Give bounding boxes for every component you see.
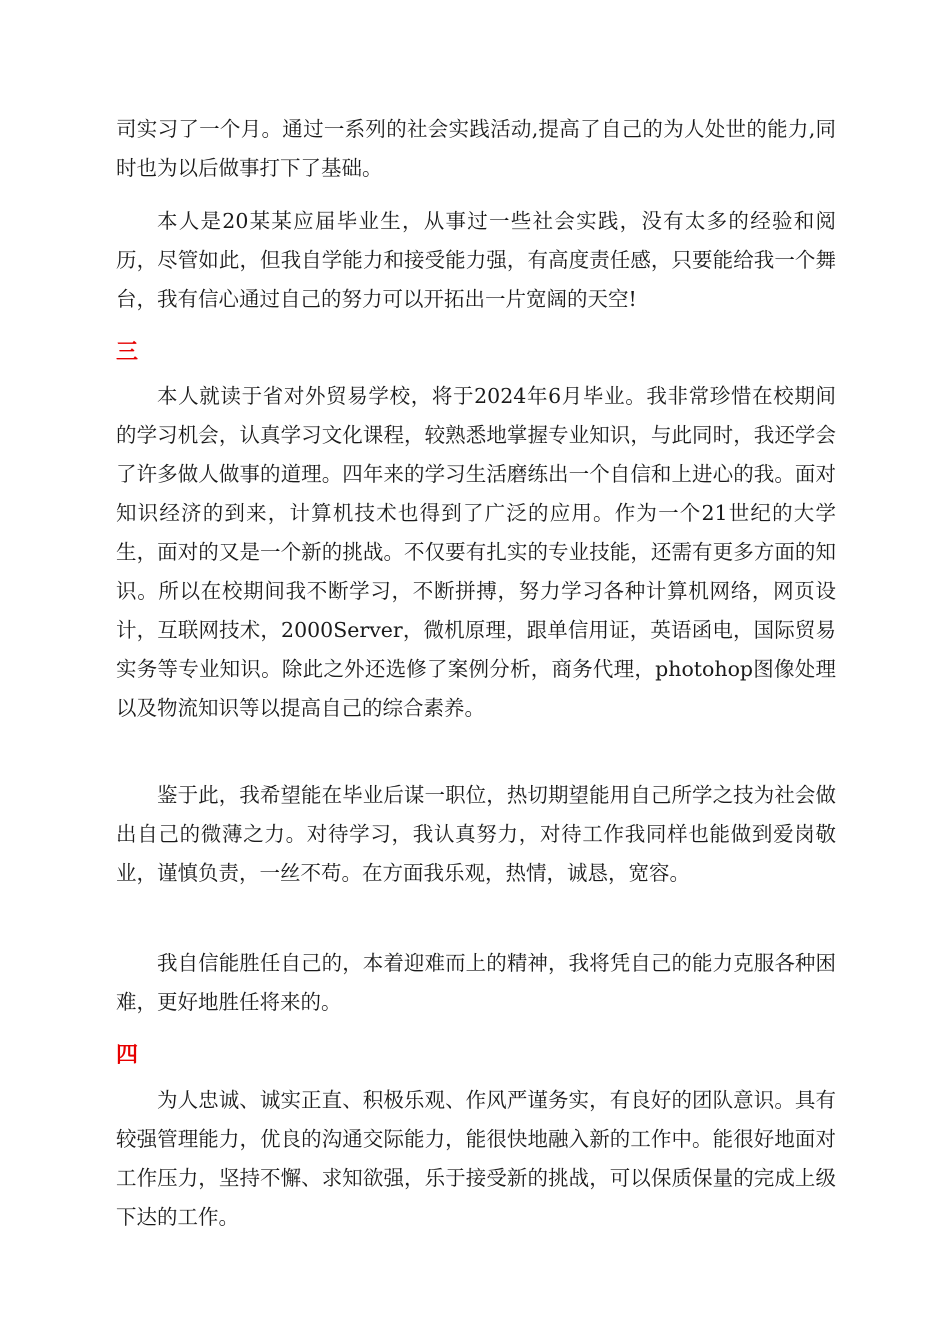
section-heading-four: 四 — [116, 1043, 139, 1068]
section-heading-three: 三 — [116, 340, 139, 365]
paragraph-internship-end: 司实习了一个月。通过一系列的社会实践活动,提高了自己的为人处世的能力,同时也为以后做事打下了基础。 — [116, 117, 836, 180]
paragraph-personality: 为人忠诚、诚实正直、积极乐观、作风严谨务实，有良好的团队意识。具有较强管理能力，优良的沟通交际能力，能很快地融入新的工作中。能很好地面对工作压力，坚持不懈、求知欲强，乐于接受新的挑战，可以保质保量的完成上级下达的工作。 — [116, 1088, 836, 1229]
paragraph-self-intro: 本人是20某某应届毕业生，从事过一些社会实践，没有太多的经验和阅历，尽管如此，但我自学能力和接受能力强，有高度责任感，只要能给我一个舞台，我有信心通过自己的努力可以开拓出一片宽阔的天空! — [116, 209, 836, 311]
paragraph-confidence: 我自信能胜任自己的，本着迎难而上的精神，我将凭自己的能力克服各种困难，更好地胜任将来的。 — [116, 951, 836, 1014]
paragraph-education: 本人就读于省对外贸易学校，将于2024年6月毕业。我非常珍惜在校期间的学习机会，认真学习文化课程，较熟悉地掌握专业知识，与此同时，我还学会了许多做人做事的道理。四年来的学习生活磨练出一个自信和上进心的我。面对知识经济的到来，计算机技术也得到了广泛的应用。作为一个21世纪的大学生，面对的又是一个新的挑战。不仅要有扎实的专业技能，还需有更多方面的知识。所以在校期间我不断学习，不断拼搏，努力学习各种计算机网络，网页设计，互联网技术，2000Server，微机原理，跟单信用证，英语函电，国际贸易实务等专业知识。除此之外还选修了案例分析，商务代理，photohop图像处理以及物流知识等以提高自己的综合素养。 — [116, 384, 836, 720]
paragraph-career-goal: 鉴于此，我希望能在毕业后谋一职位，热切期望能用自己所学之技为社会做出自己的微薄之力。对待学习，我认真努力，对待工作我同样也能做到爱岗敬业，谨慎负责，一丝不苟。在方面我乐观，热情，诚恳，宽容。 — [116, 783, 836, 885]
